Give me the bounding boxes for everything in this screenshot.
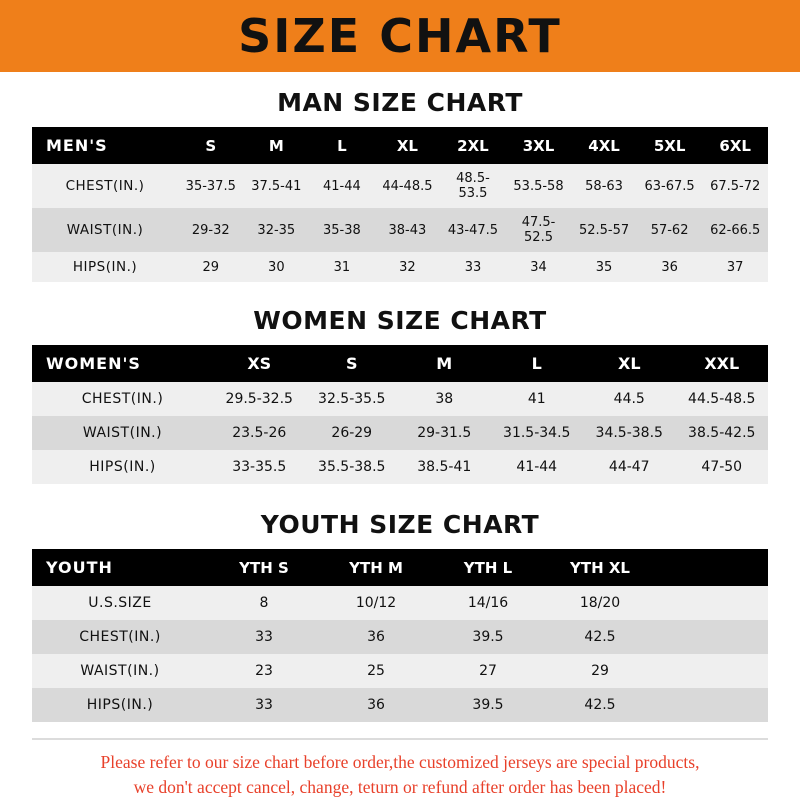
table-row	[32, 586, 768, 620]
youth-ussize-thxl: 18/20	[579, 595, 621, 611]
youth-hips-thl: 39.5	[472, 697, 504, 713]
youth-row-ussize-label: U.S.SIZE	[88, 595, 152, 611]
women-hips-m: 38.5-41	[417, 459, 472, 475]
women-size-table	[32, 345, 768, 484]
women-header-label: WOMEN'S	[46, 354, 141, 373]
page-title: SIZE CHART	[238, 9, 562, 63]
man-header-4xl: 4XL	[588, 136, 620, 155]
man-row-hips-label: HIPS(IN.)	[72, 259, 138, 275]
women-chest-xl: 44.5	[613, 391, 645, 407]
youth-ussize-ths: 8	[259, 595, 269, 611]
women-table-body	[32, 382, 768, 484]
order-notice-line-2: we don't accept cancel, change, teturn or refund after order has been placed!	[133, 777, 667, 798]
man-header-m: M	[268, 136, 284, 155]
order-notice	[20, 750, 780, 801]
man-section-title: MAN SIZE CHART	[277, 88, 523, 117]
youth-hips-empty	[656, 688, 768, 722]
man-hips-3xl: 34	[530, 259, 547, 275]
women-waist-m: 29-31.5	[417, 425, 472, 441]
man-chest-l: 41-44	[322, 178, 361, 194]
man-chest-6xl: 67.5-72	[710, 178, 761, 194]
man-row-waist-label: WAIST(IN.)	[66, 222, 144, 238]
man-chest-3xl: 53.5-58	[513, 178, 564, 194]
man-waist-5xl: 57-62	[650, 222, 689, 238]
youth-row-hips-label: HIPS(IN.)	[86, 697, 154, 713]
content-area	[0, 88, 800, 801]
man-waist-3xl: 47.5-52.5	[521, 215, 556, 245]
header-banner	[0, 0, 800, 72]
youth-header-ths: YTH S	[239, 558, 289, 577]
youth-ussize-thl: 14/16	[467, 595, 509, 611]
women-header-xs: XS	[247, 354, 272, 373]
order-notice-line-1: Please refer to our size chart before order,the customized jerseys are special products,	[100, 752, 700, 772]
women-hips-s: 35.5-38.5	[318, 459, 386, 475]
table-row	[32, 688, 768, 722]
youth-chest-thxl: 42.5	[584, 629, 616, 645]
table-row	[32, 382, 768, 416]
women-hips-xl: 44-47	[608, 459, 650, 475]
youth-header-thm: YTH M	[349, 558, 403, 577]
man-row-chest-label: CHEST(IN.)	[65, 178, 145, 194]
youth-waist-thl: 27	[479, 663, 497, 679]
youth-ussize-thm: 10/12	[355, 595, 397, 611]
man-waist-2xl: 43-47.5	[447, 222, 499, 238]
table-row	[32, 252, 768, 282]
man-waist-l: 35-38	[322, 222, 361, 238]
man-header-label: MEN'S	[46, 136, 108, 155]
table-row	[32, 654, 768, 688]
women-section-title: WOMEN SIZE CHART	[253, 306, 547, 335]
youth-size-table	[32, 549, 768, 722]
youth-header-thl: YTH L	[463, 558, 513, 577]
man-chest-2xl: 48.5-53.5	[456, 171, 490, 201]
man-hips-m: 30	[268, 259, 285, 275]
man-chest-m: 37.5-41	[251, 178, 302, 194]
youth-chest-ths: 33	[255, 629, 273, 645]
table-header-row	[32, 127, 768, 164]
youth-waist-empty	[656, 654, 768, 688]
women-header-xxl: XXL	[704, 354, 740, 373]
youth-waist-thm: 25	[367, 663, 385, 679]
man-table-header	[32, 127, 768, 164]
women-row-hips-label: HIPS(IN.)	[89, 459, 156, 475]
man-header-xl: XL	[396, 136, 418, 155]
man-chest-5xl: 63-67.5	[644, 178, 695, 194]
man-waist-6xl: 62-66.5	[710, 222, 761, 238]
man-waist-m: 32-35	[257, 222, 296, 238]
table-row	[32, 164, 768, 208]
table-row	[32, 450, 768, 484]
women-waist-s: 26-29	[331, 425, 373, 441]
women-chest-s: 32.5-35.5	[318, 391, 386, 407]
youth-chest-thm: 36	[367, 629, 385, 645]
man-chest-xl: 44-48.5	[382, 178, 433, 194]
women-hips-l: 41-44	[516, 459, 558, 475]
youth-section-title: YOUTH SIZE CHART	[260, 510, 540, 539]
youth-header-thxl: YTH XL	[570, 558, 630, 577]
youth-chest-empty	[656, 620, 768, 654]
man-chest-s: 35-37.5	[185, 178, 236, 194]
youth-waist-thxl: 29	[591, 663, 609, 679]
women-row-waist-label: WAIST(IN.)	[82, 425, 163, 441]
youth-ussize-empty	[656, 586, 768, 620]
women-waist-xl: 34.5-38.5	[595, 425, 663, 441]
women-chest-m: 38	[435, 391, 454, 407]
man-table-body	[32, 164, 768, 282]
man-size-table	[32, 127, 768, 282]
man-hips-6xl: 37	[726, 259, 744, 275]
youth-hips-thxl: 42.5	[584, 697, 616, 713]
women-chest-xs: 29.5-32.5	[225, 391, 293, 407]
table-row	[32, 620, 768, 654]
man-header-6xl: 6XL	[719, 136, 751, 155]
table-row	[32, 416, 768, 450]
table-row	[32, 208, 768, 252]
man-header-s: S	[205, 136, 217, 155]
women-waist-l: 31.5-34.5	[503, 425, 571, 441]
women-waist-xxl: 38.5-42.5	[688, 425, 756, 441]
youth-row-waist-label: WAIST(IN.)	[80, 663, 160, 679]
man-chest-4xl: 58-63	[585, 178, 623, 194]
youth-waist-ths: 23	[255, 663, 273, 679]
youth-hips-thm: 36	[367, 697, 385, 713]
divider	[32, 738, 768, 740]
man-hips-5xl: 36	[661, 259, 678, 275]
women-row-chest-label: CHEST(IN.)	[81, 391, 164, 407]
man-header-l: L	[337, 136, 347, 155]
man-hips-2xl: 33	[464, 259, 482, 275]
youth-table-body	[32, 586, 768, 722]
women-hips-xs: 33-35.5	[232, 459, 287, 475]
table-header-row	[32, 549, 768, 586]
women-header-xl: XL	[617, 354, 641, 373]
women-waist-xs: 23.5-26	[232, 425, 287, 441]
man-hips-xl: 32	[399, 259, 416, 275]
women-header-s: S	[345, 354, 358, 373]
man-header-5xl: 5XL	[653, 136, 686, 155]
man-waist-xl: 38-43	[388, 222, 427, 238]
women-hips-xxl: 47-50	[701, 459, 743, 475]
man-header-2xl: 2XL	[457, 136, 489, 155]
man-hips-s: 29	[202, 259, 220, 275]
man-header-3xl: 3XL	[522, 136, 555, 155]
youth-header-label: YOUTH	[46, 558, 113, 577]
women-table-header	[32, 345, 768, 382]
women-chest-xxl: 44.5-48.5	[688, 391, 756, 407]
women-header-m: M	[436, 354, 453, 373]
man-hips-l: 31	[333, 259, 351, 275]
youth-table-header	[32, 549, 768, 586]
youth-chest-thl: 39.5	[472, 629, 504, 645]
youth-row-chest-label: CHEST(IN.)	[79, 629, 161, 645]
youth-header-empty	[656, 549, 768, 586]
table-header-row	[32, 345, 768, 382]
man-waist-4xl: 52.5-57	[578, 222, 630, 238]
women-header-l: L	[531, 354, 542, 373]
women-chest-l: 41	[527, 391, 546, 407]
man-hips-4xl: 35	[595, 259, 613, 275]
youth-hips-ths: 33	[255, 697, 273, 713]
man-waist-s: 29-32	[191, 222, 230, 238]
